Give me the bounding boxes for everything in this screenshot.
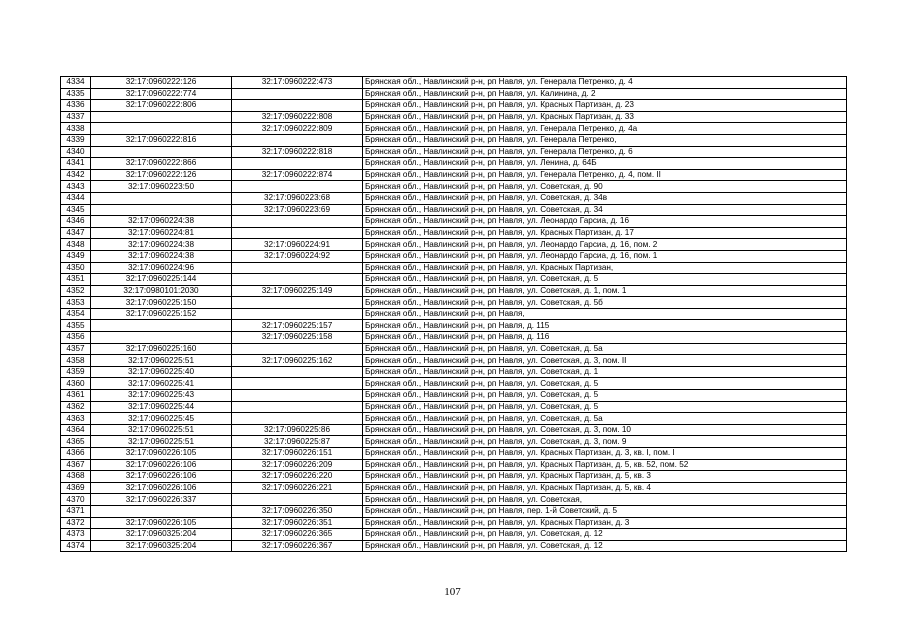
row-number-cell: 4340 [61,146,91,158]
row-number-cell: 4336 [61,100,91,112]
object-cadastral-number-cell [232,401,363,413]
parcel-cadastral-number-cell [91,123,232,135]
parcel-cadastral-number-cell: 32:17:0960222:126 [91,169,232,181]
row-number-cell: 4335 [61,88,91,100]
object-cadastral-number-cell: 32:17:0960226:350 [232,505,363,517]
object-cadastral-number-cell [232,366,363,378]
parcel-cadastral-number-cell: 32:17:0960225:51 [91,436,232,448]
address-cell: Брянская обл., Навлинский р-н, рп Навля, ул. Советская, д. 3, пом. II [363,355,847,367]
table-row [61,448,847,460]
object-cadastral-number-cell: 32:17:0960225:162 [232,355,363,367]
parcel-cadastral-number-cell: 32:17:0960226:337 [91,494,232,506]
object-cadastral-number-cell: 32:17:0960225:87 [232,436,363,448]
object-cadastral-number-cell [232,378,363,390]
parcel-cadastral-number-cell: 32:17:0960225:43 [91,390,232,402]
object-cadastral-number-cell: 32:17:0960222:809 [232,123,363,135]
parcel-cadastral-number-cell [91,320,232,332]
table-row [61,262,847,274]
parcel-cadastral-number-cell [91,192,232,204]
table-row [61,529,847,541]
table-row [61,158,847,170]
table-row [61,123,847,135]
table-row [61,134,847,146]
address-cell: Брянская обл., Навлинский р-н, рп Навля, ул. Генерала Петренко, д. 4а [363,123,847,135]
table-row [61,88,847,100]
address-cell: Брянская обл., Навлинский р-н, рп Навля, ул. Советская, д. 5а [363,343,847,355]
register-table-body [61,77,847,552]
row-number-cell: 4351 [61,274,91,286]
table-row [61,192,847,204]
object-cadastral-number-cell: 32:17:0960226:365 [232,529,363,541]
address-cell: Брянская обл., Навлинский р-н, рп Навля, ул. Калинина, д. 2 [363,88,847,100]
table-row [61,227,847,239]
row-number-cell: 4343 [61,181,91,193]
table-row [61,250,847,262]
address-cell: Брянская обл., Навлинский р-н, рп Навля, ул. Леонардо Гарсиа, д. 16 [363,216,847,228]
address-cell: Брянская обл., Навлинский р-н, рп Навля, ул. Генерала Петренко, [363,134,847,146]
row-number-cell: 4362 [61,401,91,413]
parcel-cadastral-number-cell [91,204,232,216]
object-cadastral-number-cell: 32:17:0960226:151 [232,448,363,460]
parcel-cadastral-number-cell: 32:17:0960225:45 [91,413,232,425]
row-number-cell: 4342 [61,169,91,181]
table-row [61,424,847,436]
parcel-cadastral-number-cell: 32:17:0960222:816 [91,134,232,146]
table-row [61,216,847,228]
object-cadastral-number-cell: 32:17:0960224:92 [232,250,363,262]
address-cell: Брянская обл., Навлинский р-н, рп Навля, ул. Советская, д. 90 [363,181,847,193]
address-cell: Брянская обл., Навлинский р-н, рп Навля, ул. Советская, д. 5 [363,390,847,402]
table-row [61,285,847,297]
address-cell: Брянская обл., Навлинский р-н, рп Навля, ул. Красных Партизан, [363,262,847,274]
address-cell: Брянская обл., Навлинский р-н, рп Навля, ул. Ленина, д. 64Б [363,158,847,170]
row-number-cell: 4344 [61,192,91,204]
parcel-cadastral-number-cell: 32:17:0960225:150 [91,297,232,309]
row-number-cell: 4338 [61,123,91,135]
parcel-cadastral-number-cell: 32:17:0960325:204 [91,529,232,541]
object-cadastral-number-cell [232,227,363,239]
object-cadastral-number-cell [232,158,363,170]
table-row [61,494,847,506]
address-cell: Брянская обл., Навлинский р-н, рп Навля, ул. Советская, д. 5 [363,274,847,286]
address-cell: Брянская обл., Навлинский р-н, рп Навля, ул. Советская, д. 5 [363,378,847,390]
row-number-cell: 4354 [61,308,91,320]
address-cell: Брянская обл., Навлинский р-н, рп Навля, ул. Красных Партизан, д. 33 [363,111,847,123]
table-row [61,320,847,332]
address-cell: Брянская обл., Навлинский р-н, рп Навля, ул. Генерала Петренко, д. 4, пом. II [363,169,847,181]
parcel-cadastral-number-cell: 32:17:0960226:105 [91,517,232,529]
object-cadastral-number-cell [232,494,363,506]
table-row [61,239,847,251]
row-number-cell: 4364 [61,424,91,436]
object-cadastral-number-cell: 32:17:0960225:158 [232,332,363,344]
parcel-cadastral-number-cell: 32:17:0960225:44 [91,401,232,413]
row-number-cell: 4358 [61,355,91,367]
object-cadastral-number-cell: 32:17:0960226:221 [232,482,363,494]
address-cell: Брянская обл., Навлинский р-н, рп Навля, ул. Советская, д. 12 [363,540,847,552]
row-number-cell: 4356 [61,332,91,344]
address-cell: Брянская обл., Навлинский р-н, рп Навля, ул. Красных Партизан, д. 5, кв. 52, пом. 52 [363,459,847,471]
object-cadastral-number-cell: 32:17:0960225:157 [232,320,363,332]
parcel-cadastral-number-cell: 32:17:0960224:81 [91,227,232,239]
cadastral-register-table [60,76,847,552]
address-cell: Брянская обл., Навлинский р-н, рп Навля, ул. Советская, д. 1 [363,366,847,378]
address-cell: Брянская обл., Навлинский р-н, рп Навля, ул. Леонардо Гарсиа, д. 16, пом. 2 [363,239,847,251]
object-cadastral-number-cell [232,134,363,146]
row-number-cell: 4337 [61,111,91,123]
row-number-cell: 4347 [61,227,91,239]
address-cell: Брянская обл., Навлинский р-н, рп Навля, ул. Советская, д. 34 [363,204,847,216]
object-cadastral-number-cell [232,216,363,228]
object-cadastral-number-cell: 32:17:0960223:69 [232,204,363,216]
parcel-cadastral-number-cell: 32:17:0960226:105 [91,448,232,460]
row-number-cell: 4363 [61,413,91,425]
row-number-cell: 4349 [61,250,91,262]
parcel-cadastral-number-cell: 32:17:0960223:50 [91,181,232,193]
address-cell: Брянская обл., Навлинский р-н, рп Навля, ул. Советская, д. 34в [363,192,847,204]
object-cadastral-number-cell: 32:17:0960226:209 [232,459,363,471]
table-row [61,378,847,390]
row-number-cell: 4357 [61,343,91,355]
object-cadastral-number-cell: 32:17:0960222:874 [232,169,363,181]
table-row [61,390,847,402]
row-number-cell: 4334 [61,77,91,89]
table-row [61,436,847,448]
parcel-cadastral-number-cell [91,505,232,517]
object-cadastral-number-cell: 32:17:0960225:86 [232,424,363,436]
parcel-cadastral-number-cell: 32:17:0960225:144 [91,274,232,286]
address-cell: Брянская обл., Навлинский р-н, рп Навля, [363,308,847,320]
parcel-cadastral-number-cell: 32:17:0960226:106 [91,459,232,471]
address-cell: Брянская обл., Навлинский р-н, рп Навля, ул. Красных Партизан, д. 3, кв. I, пом. I [363,448,847,460]
parcel-cadastral-number-cell: 32:17:0960225:51 [91,355,232,367]
parcel-cadastral-number-cell: 32:17:0960222:126 [91,77,232,89]
table-row [61,355,847,367]
table-row [61,111,847,123]
object-cadastral-number-cell [232,390,363,402]
object-cadastral-number-cell: 32:17:0960222:473 [232,77,363,89]
page-number: 107 [444,586,461,598]
parcel-cadastral-number-cell: 32:17:0960225:160 [91,343,232,355]
table-row [61,308,847,320]
table-row [61,482,847,494]
object-cadastral-number-cell: 32:17:0960222:818 [232,146,363,158]
row-number-cell: 4352 [61,285,91,297]
parcel-cadastral-number-cell: 32:17:0960225:152 [91,308,232,320]
table-row [61,413,847,425]
row-number-cell: 4348 [61,239,91,251]
object-cadastral-number-cell: 32:17:0960223:68 [232,192,363,204]
parcel-cadastral-number-cell: 32:17:0960225:40 [91,366,232,378]
row-number-cell: 4341 [61,158,91,170]
object-cadastral-number-cell [232,88,363,100]
object-cadastral-number-cell [232,262,363,274]
row-number-cell: 4374 [61,540,91,552]
row-number-cell: 4365 [61,436,91,448]
row-number-cell: 4339 [61,134,91,146]
parcel-cadastral-number-cell: 32:17:0960224:96 [91,262,232,274]
row-number-cell: 4345 [61,204,91,216]
row-number-cell: 4361 [61,390,91,402]
table-row [61,459,847,471]
object-cadastral-number-cell: 32:17:0960225:149 [232,285,363,297]
row-number-cell: 4367 [61,459,91,471]
row-number-cell: 4370 [61,494,91,506]
object-cadastral-number-cell [232,308,363,320]
table-row [61,366,847,378]
parcel-cadastral-number-cell [91,332,232,344]
parcel-cadastral-number-cell: 32:17:0960226:106 [91,482,232,494]
object-cadastral-number-cell: 32:17:0960226:220 [232,471,363,483]
object-cadastral-number-cell: 32:17:0960226:367 [232,540,363,552]
address-cell: Брянская обл., Навлинский р-н, рп Навля, ул. Советская, [363,494,847,506]
row-number-cell: 4372 [61,517,91,529]
parcel-cadastral-number-cell: 32:17:0960225:41 [91,378,232,390]
object-cadastral-number-cell [232,100,363,112]
address-cell: Брянская обл., Навлинский р-н, рп Навля, ул. Советская, д. 12 [363,529,847,541]
address-cell: Брянская обл., Навлинский р-н, рп Навля, ул. Советская, д. 5б [363,297,847,309]
table-row [61,517,847,529]
parcel-cadastral-number-cell [91,111,232,123]
table-row [61,204,847,216]
table-row [61,297,847,309]
object-cadastral-number-cell: 32:17:0960226:351 [232,517,363,529]
table-row [61,100,847,112]
object-cadastral-number-cell [232,343,363,355]
row-number-cell: 4346 [61,216,91,228]
address-cell: Брянская обл., Навлинский р-н, рп Навля, ул. Красных Партизан, д. 3 [363,517,847,529]
object-cadastral-number-cell [232,413,363,425]
table-row [61,505,847,517]
table-row [61,146,847,158]
address-cell: Брянская обл., Навлинский р-н, рп Навля, ул. Красных Партизан, д. 23 [363,100,847,112]
object-cadastral-number-cell: 32:17:0960222:808 [232,111,363,123]
object-cadastral-number-cell [232,181,363,193]
address-cell: Брянская обл., Навлинский р-н, рп Навля, ул. Советская, д. 3, пом. 9 [363,436,847,448]
table-row [61,169,847,181]
parcel-cadastral-number-cell: 32:17:0960224:38 [91,250,232,262]
address-cell: Брянская обл., Навлинский р-н, рп Навля, ул. Советская, д. 3, пом. 10 [363,424,847,436]
address-cell: Брянская обл., Навлинский р-н, рп Навля, ул. Генерала Петренко, д. 4 [363,77,847,89]
parcel-cadastral-number-cell: 32:17:0960222:774 [91,88,232,100]
row-number-cell: 4373 [61,529,91,541]
table-row [61,77,847,89]
parcel-cadastral-number-cell: 32:17:0960226:106 [91,471,232,483]
address-cell: Брянская обл., Навлинский р-н, рп Навля, ул. Генерала Петренко, д. 6 [363,146,847,158]
parcel-cadastral-number-cell: 32:17:0980101:2030 [91,285,232,297]
table-row [61,274,847,286]
address-cell: Брянская обл., Навлинский р-н, рп Навля, пер. 1-й Советский, д. 5 [363,505,847,517]
object-cadastral-number-cell [232,297,363,309]
row-number-cell: 4359 [61,366,91,378]
address-cell: Брянская обл., Навлинский р-н, рп Навля, ул. Леонардо Гарсиа, д. 16, пом. 1 [363,250,847,262]
row-number-cell: 4355 [61,320,91,332]
row-number-cell: 4350 [61,262,91,274]
address-cell: Брянская обл., Навлинский р-н, рп Навля, ул. Красных Партизан, д. 5, кв. 4 [363,482,847,494]
parcel-cadastral-number-cell: 32:17:0960225:51 [91,424,232,436]
row-number-cell: 4369 [61,482,91,494]
parcel-cadastral-number-cell [91,146,232,158]
row-number-cell: 4353 [61,297,91,309]
table-row [61,343,847,355]
address-cell: Брянская обл., Навлинский р-н, рп Навля, ул. Красных Партизан, д. 17 [363,227,847,239]
table-row [61,181,847,193]
table-row [61,401,847,413]
table-row [61,332,847,344]
address-cell: Брянская обл., Навлинский р-н, рп Навля, ул. Советская, д. 1, пом. 1 [363,285,847,297]
address-cell: Брянская обл., Навлинский р-н, рп Навля, ул. Советская, д. 5а [363,413,847,425]
parcel-cadastral-number-cell: 32:17:0960222:866 [91,158,232,170]
object-cadastral-number-cell: 32:17:0960224:91 [232,239,363,251]
row-number-cell: 4371 [61,505,91,517]
address-cell: Брянская обл., Навлинский р-н, рп Навля, д. 115 [363,320,847,332]
address-cell: Брянская обл., Навлинский р-н, рп Навля, ул. Красных Партизан, д. 5, кв. 3 [363,471,847,483]
address-cell: Брянская обл., Навлинский р-н, рп Навля, ул. Советская, д. 5 [363,401,847,413]
row-number-cell: 4366 [61,448,91,460]
row-number-cell: 4368 [61,471,91,483]
row-number-cell: 4360 [61,378,91,390]
parcel-cadastral-number-cell: 32:17:0960224:38 [91,239,232,251]
address-cell: Брянская обл., Навлинский р-н, рп Навля, д. 116 [363,332,847,344]
parcel-cadastral-number-cell: 32:17:0960325:204 [91,540,232,552]
object-cadastral-number-cell [232,274,363,286]
parcel-cadastral-number-cell: 32:17:0960222:806 [91,100,232,112]
table-row [61,471,847,483]
table-row [61,540,847,552]
parcel-cadastral-number-cell: 32:17:0960224:38 [91,216,232,228]
